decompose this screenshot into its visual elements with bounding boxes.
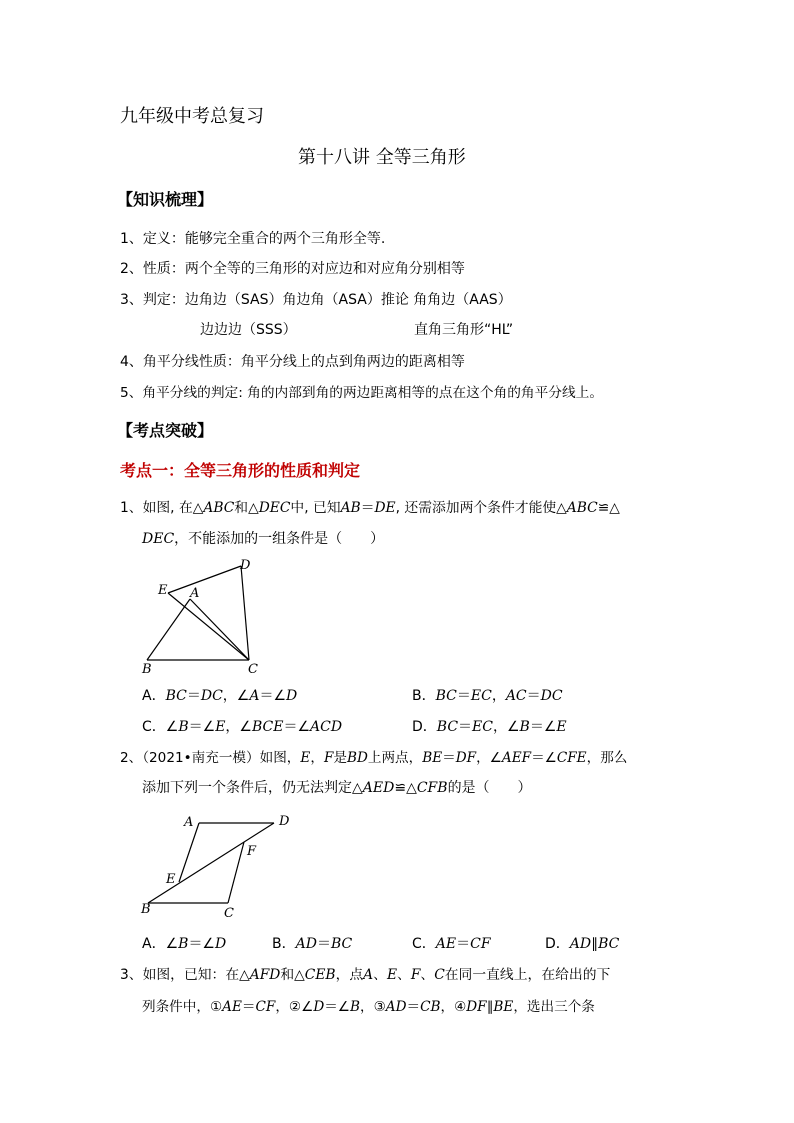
label-e: E [158, 583, 168, 598]
label-e: E [166, 872, 176, 887]
segment-dc [241, 566, 249, 660]
q3-stem-line2: 列条件中，①AE＝CF，②∠D＝∠B，③AD＝CB，④DF∥BE，选出三个条 [142, 999, 595, 1015]
topic-one-heading: 考点一：全等三角形的性质和判定 [120, 461, 361, 480]
label-c: C [224, 906, 234, 921]
q1-option-b[interactable]: B．BC＝EC，AC＝DC [412, 688, 563, 704]
knowledge-item-hl: 直角三角形“HL” [414, 322, 514, 338]
knowledge-item-bisector-criterion: 5、角平分线的判定: 角的内部到角的两边距离相等的点在这个角的角平分线上。 [120, 385, 604, 401]
q2-option-a[interactable]: A．∠B＝∠D [142, 936, 227, 952]
q3-stem-line1: 3、如图，已知：在△AFD和△CEB，点A、E、F、C在同一直线上，在给出的下 [120, 967, 611, 983]
knowledge-item-criteria: 3、判定：边角边（SAS）角边角（ASA）推论 角角边（AAS） [120, 292, 512, 308]
knowledge-item-property: 2、性质：两个全等的三角形的对应边和对应角分别相等 [120, 261, 465, 277]
segment-ba [147, 599, 190, 660]
label-d: D [279, 814, 290, 829]
q1-figure [138, 556, 268, 678]
label-c: C [248, 662, 258, 677]
label-f: F [247, 844, 257, 859]
label-b: B [141, 902, 151, 917]
knowledge-item-definition: 1、定义：能够完全重合的两个三角形全等. [120, 231, 386, 247]
course-title: 九年级中考总复习 [120, 106, 264, 127]
q1-option-c[interactable]: C．∠B＝∠E，∠BCE＝∠ACD [142, 719, 343, 735]
segment-ac [190, 599, 249, 660]
knowledge-heading: 【知识梳理】 [117, 190, 214, 209]
segment-ed [168, 566, 241, 593]
q1-option-d[interactable]: D．BC＝EC，∠B＝∠E [412, 719, 567, 735]
q1-stem-line1: 1、如图, 在△ABC和△DEC中, 已知AB＝DE, 还需添加两个条件才能使△ABC≌△ [120, 500, 620, 516]
knowledge-item-sss: 边边边（SSS） [200, 322, 297, 338]
q1-option-a[interactable]: A．BC＝DC，∠A＝∠D [142, 688, 298, 704]
q2-option-d[interactable]: D．AD∥BC [545, 936, 620, 952]
label-d: D [240, 558, 251, 573]
q1-stem-line2: DEC，不能添加的一组条件是（ ） [142, 531, 385, 547]
q2-option-c[interactable]: C．AE＝CF [412, 936, 491, 952]
segment-ec [168, 593, 249, 660]
label-b: B [142, 662, 152, 677]
breakthrough-heading: 【考点突破】 [117, 421, 214, 440]
q2-stem-line2: 添加下列一个条件后，仍无法判定△AED≌△CFB的是（ ） [142, 780, 532, 796]
segment-bd [148, 823, 274, 903]
q2-stem-line1: 2、（2021•南充一模）如图，E，F是BD上两点，BE＝DF，∠AEF＝∠CFE，那么 [120, 750, 628, 766]
label-a: A [184, 815, 194, 830]
label-a: A [190, 586, 200, 601]
lecture-title: 第十八讲 全等三角形 [298, 147, 466, 168]
q2-option-b[interactable]: B．AD＝BC [272, 936, 353, 952]
knowledge-item-bisector-property: 4、角平分线性质：角平分线上的点到角两边的距离相等 [120, 354, 465, 370]
q2-figure [138, 810, 298, 922]
